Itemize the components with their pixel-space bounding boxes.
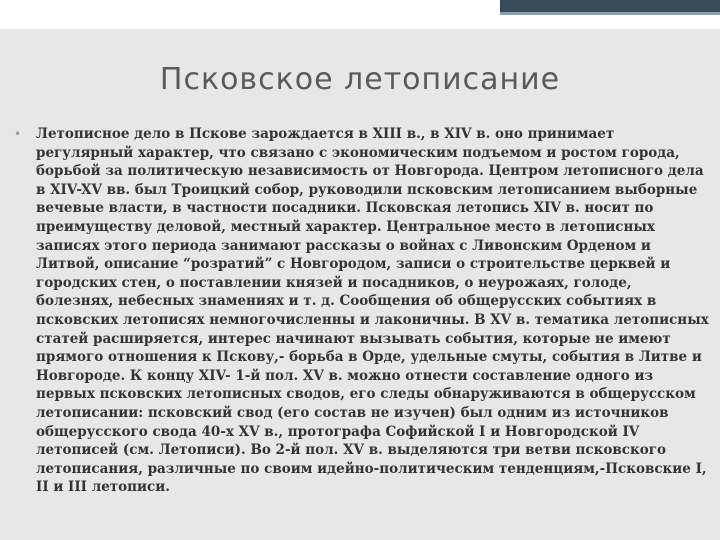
bullet-icon: • [14, 127, 22, 141]
slide-top-bar-dark-stripe [500, 0, 720, 12]
slide-title: Псковское летописание [159, 62, 561, 97]
slide-top-bar-accent-stripe [500, 12, 720, 15]
slide-body-text: Летописное дело в Пскове зарождается в XIII в., в XIV в. оно принимает регулярный характер, что связано с экономическим подъемом и ростом города, борьбой за политическую независимость от Новгорода. Центром летописного дела в XIV-XV вв. был Троицкий собор, руководили псковским летописанием выборные вечевые власти, в частности посадники. Псковская летопись XIV в. носит по преимуществу деловой, местный характер. Центральное место в летописных записях этого периода занимают рассказы о войнах с Ливонским Орденом и Литвой, описание “розратий” с Новгородом, записи о строительстве церквей и городских стен, о поставлении князей и посадников, о неурожаях, голоде, болезнях, небесных знамениях и т. д. Сообщения об общерусских событиях в псковских летописях немногочисленны и лаконичны. В XV в. тематика летописных статей расширяется, интерес начинают вызывать события, которые не имеют прямого отношения к Пскову,- борьба в Орде, удельные смуты, события в Литве и Новгороде. К концу XIV- 1-й пол. XV в. можно отнести составление одного из первых псковских летописных сводов, его следы обнаруживаются в общерусском летописании: псковский свод (его состав не изучен) был одним из источников общерусского свода 40-х XV в., протографа Софийской I и Новгородской IV летописей (см. Летописи). Во 2-й пол. XV в. выделяются три ветви псковского летописания, различные по своим идейно-политическим тенденциям,-Псковские I, II и III летописи. [36, 126, 709, 496]
slide-top-bar [0, 0, 720, 29]
